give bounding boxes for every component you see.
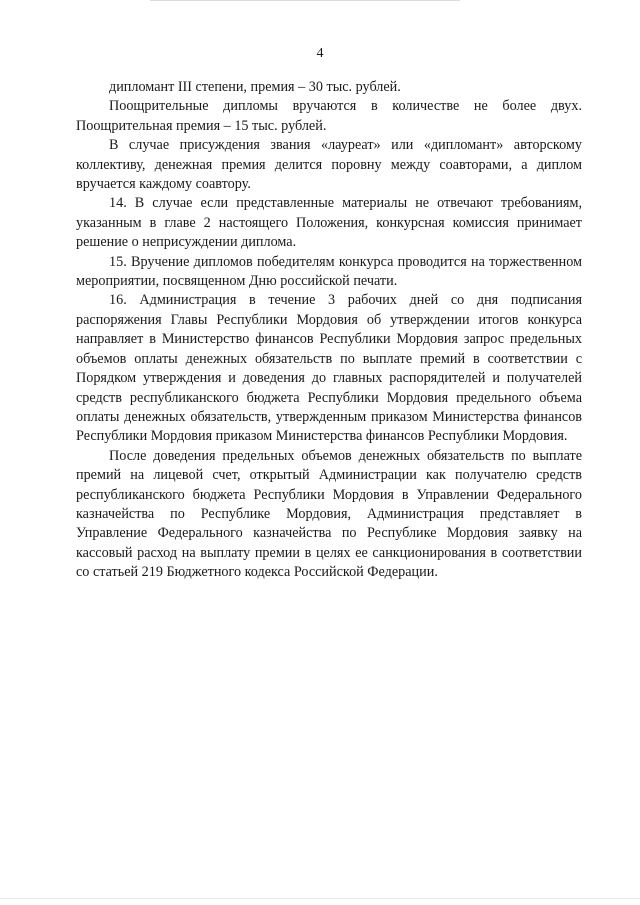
paragraph-clause-14: 14. В случае если представленные материалы не отвечают требованиям, указанным в главе 2 настоящего Положения, конкурсная комиссия принимает решение о неприсуждении диплома.	[76, 195, 582, 251]
paragraph-clause-16: 16. Администрация в течение 3 рабочих дней со дня подписания распоряжения Главы Республики Мордовия об утверждении итогов конкурса направляет в Министерство финансов Республики Мордовия запрос предельных объемов оплаты денежных обязательств по выплате премий в соответствии с Порядком утверждения и доведения до главных распорядителей и получателей средств республиканского бюджета Республики Мордовия предельного объема оплаты денежных обязательств, утвержденным приказом Министерства финансов Республики Мордовия приказом Министерства финансов Республики Мордовия.	[76, 292, 582, 445]
paragraph-payment-procedure: После доведения предельных объемов денежных обязательств по выплате премий на лицевой счет, открытый Администрации как получателю средств республиканского бюджета Республики Мордовия в Управлении Федерального казначейства по Республике Мордовия, Администрация представляет в Управление Федерального казначейства по Республике Мордовия заявку на кассовый расход на выплату премии в целях ее санкционирования в соответствии со статьей 219 Бюджетного кодекса Российской Федерации.	[76, 447, 582, 581]
paragraph-clause-15: 15. Вручение дипломов победителям конкурса проводится на торжественном мероприятии, посвященном Дню российской печати.	[76, 253, 582, 290]
scan-edge-top	[150, 0, 460, 1]
scan-edge-bottom	[0, 898, 640, 899]
paragraph-encouragement-diplomas: Поощрительные дипломы вручаются в количестве не более двух. Поощрительная премия – 15 тыс. рублей.	[76, 98, 582, 134]
paragraph-collective-award: В случае присуждения звания «лауреат» или «дипломант» авторскому коллективу, денежная премия делится поровну между соавторами, а диплом вручается каждому соавтору.	[76, 137, 582, 193]
document-body	[76, 78, 582, 583]
paragraph-diplomant-3: дипломант III степени, премия – 30 тыс. рублей.	[109, 79, 401, 95]
page-number: 4	[316, 46, 324, 61]
